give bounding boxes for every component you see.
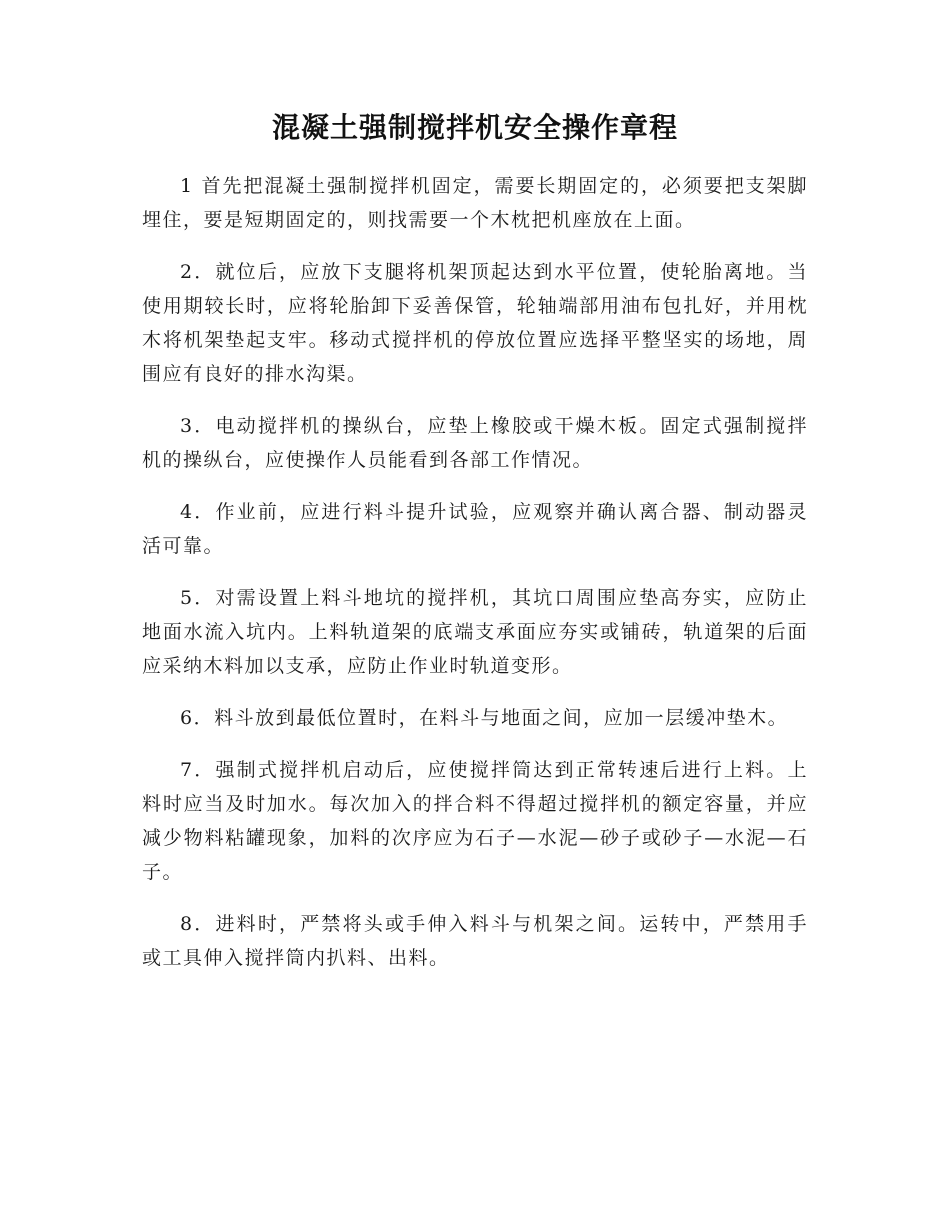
paragraph-6: 6．料斗放到最低位置时，在料斗与地面之间，应加一层缓冲垫木。 <box>180 707 789 730</box>
paragraph-8: 8．进料时，严禁将头或手伸入料斗与机架之间。运转中，严禁用手或工具伸入搅拌筒内扒料、出料。 <box>142 913 808 970</box>
paragraph-2: 2．就位后，应放下支腿将机架顶起达到水平位置，使轮胎离地。当使用期较长时，应将轮胎卸下妥善保管，轮轴端部用油布包扎好，并用枕木将机架垫起支牢。移动式搅拌机的停放位置应选择平整坚实的场地，周围应有良好的排水沟渠。 <box>142 261 808 386</box>
paragraph-3: 3．电动搅拌机的操纵台，应垫上橡胶或干燥木板。固定式强制搅拌机的操纵台，应使操作人员能看到各部工作情况。 <box>142 415 808 472</box>
paragraph-4: 4．作业前，应进行料斗提升试验，应观察并确认离合器、制动器灵活可靠。 <box>142 501 808 558</box>
paragraph-7: 7．强制式搅拌机启动后，应使搅拌筒达到正常转速后进行上料。上料时应当及时加水。每次加入的拌合料不得超过搅拌机的额定容量，并应减少物料粘罐现象，加料的次序应为石子—水泥—砂子或砂子—水泥—石子。 <box>142 759 808 884</box>
document-title: 混凝土强制搅拌机安全操作章程 <box>271 111 678 144</box>
paragraph-5: 5．对需设置上料斗地坑的搅拌机，其坑口周围应垫高夯实，应防止地面水流入坑内。上料轨道架的底端支承面应夯实或铺砖，轨道架的后面应采纳木料加以支承，应防止作业时轨道变形。 <box>142 587 808 678</box>
paragraph-1: 1 首先把混凝土强制搅拌机固定，需要长期固定的，必须要把支架脚埋住，要是短期固定的，则找需要一个木枕把机座放在上面。 <box>142 175 808 232</box>
